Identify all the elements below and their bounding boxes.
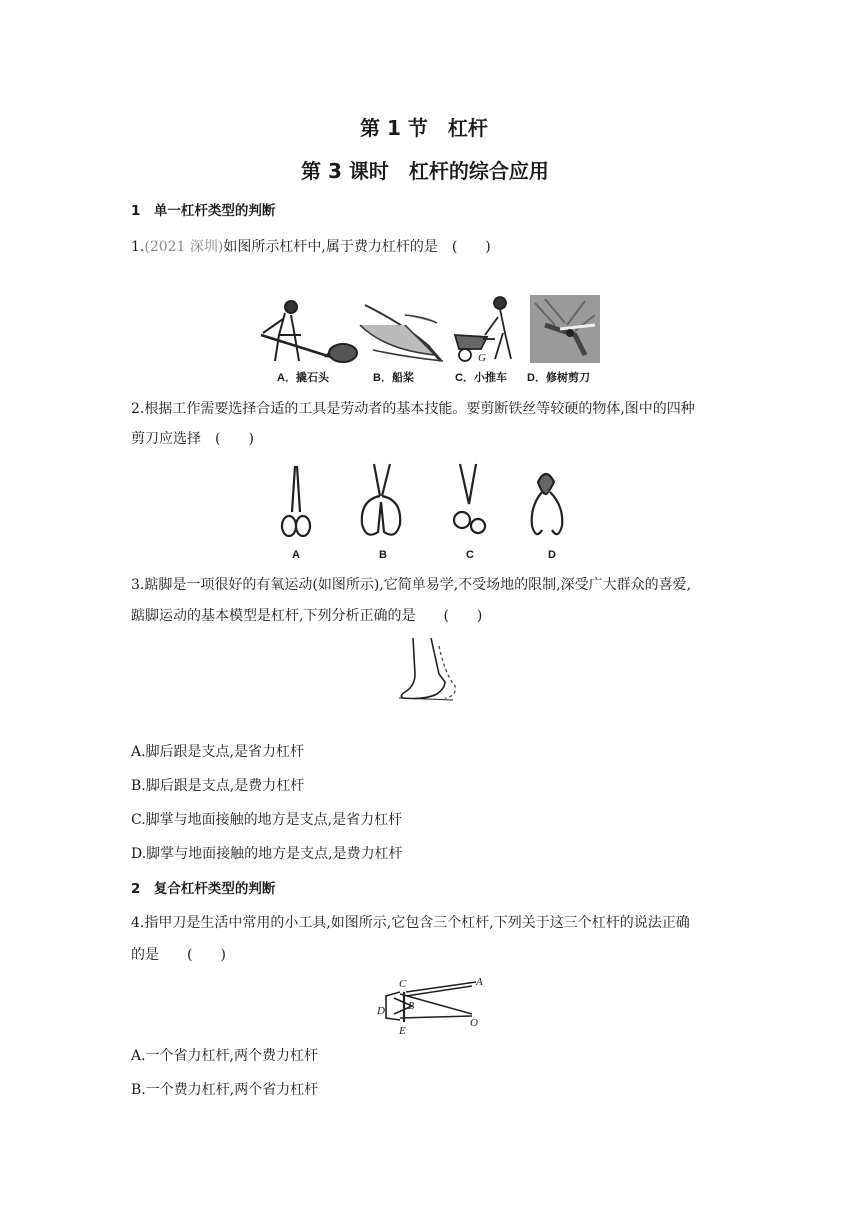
q2-figure xyxy=(270,460,600,565)
q2-scissors-drawings xyxy=(270,460,600,545)
q4-nail-clipper-figure xyxy=(372,970,492,1040)
q4-label-d: D xyxy=(377,1005,385,1017)
q3-option-b: B.脚后跟是支点,是费力杠杆 xyxy=(131,778,305,794)
q4-label-o: O xyxy=(470,1017,478,1029)
q1-figure-drawings xyxy=(255,295,605,367)
q1-caption-b: B．船桨 xyxy=(373,372,414,384)
part2-heading: 2 复合杠杆类型的判断 xyxy=(131,881,276,897)
part1-heading: 1 单一杠杆类型的判断 xyxy=(131,203,276,219)
q1-label-g: G xyxy=(478,352,486,364)
scissors-c-icon xyxy=(454,464,485,533)
section-title: 第 1 节 杠杆 xyxy=(360,116,488,140)
q2-label-c: C xyxy=(466,549,474,561)
q3-line1: 3.踮脚是一项很好的有氧运动(如图所示),它简单易学,不受场地的限制,深受广大群众的喜爱, xyxy=(131,577,692,593)
q4-label-a: A xyxy=(476,976,483,988)
q2-line1: 2.根据工作需要选择合适的工具是劳动者的基本技能。要剪断铁丝等较硬的物体,图中的四种 xyxy=(131,401,695,417)
q4-line2: 的是 ( ) xyxy=(131,947,226,963)
question-1 xyxy=(131,238,491,256)
q2-label-a: A xyxy=(292,549,300,561)
scissors-a-icon xyxy=(282,466,310,536)
q1-caption-c: C．小推车 xyxy=(455,372,507,384)
lesson-title: 第 3 课时 杠杆的综合应用 xyxy=(301,159,549,183)
boat-oar-image xyxy=(360,305,443,361)
q1-figure xyxy=(255,295,605,390)
q2-line2: 剪刀应选择 ( ) xyxy=(131,431,254,447)
nail-clipper-icon xyxy=(372,970,492,1040)
q4-label-e: E xyxy=(399,1025,406,1037)
q4-label-c: C xyxy=(399,978,407,990)
q2-label-d: D xyxy=(548,549,556,561)
q3-option-c: C.脚掌与地面接触的地方是支点,是省力杠杆 xyxy=(131,812,403,828)
q1-source: (2021 深圳) xyxy=(144,239,224,255)
scissors-b-icon xyxy=(362,464,400,535)
q4-option-a: A.一个省力杠杆,两个费力杠杆 xyxy=(131,1048,319,1064)
q2-label-b: B xyxy=(379,549,387,561)
q3-option-d: D.脚掌与地面接触的地方是支点,是费力杠杆 xyxy=(131,846,403,862)
q4-line1: 4.指甲刀是生活中常用的小工具,如图所示,它包含三个杠杆,下列关于这三个杠杆的说法正确 xyxy=(131,915,690,931)
q1-caption-a: A．撬石头 xyxy=(277,372,329,384)
q1-number: 1. xyxy=(131,239,145,255)
q1-caption-d: D．修树剪刀 xyxy=(527,372,590,384)
q4-label-b: B xyxy=(408,1001,415,1012)
scissors-d-icon xyxy=(532,474,563,534)
q4-option-b: B.一个费力杠杆,两个省力杠杆 xyxy=(131,1082,319,1098)
pruning-shears-image xyxy=(530,295,600,363)
q3-option-a: A.脚后跟是支点,是省力杠杆 xyxy=(131,744,305,760)
foot-icon xyxy=(395,634,465,704)
q3-line2: 踮脚运动的基本模型是杠杆,下列分析正确的是 ( ) xyxy=(131,608,483,624)
prying-stone-image xyxy=(261,301,357,362)
q1-text: 如图所示杠杆中,属于费力杠杆的是 ( ) xyxy=(223,239,491,255)
q3-foot-figure xyxy=(395,634,465,704)
